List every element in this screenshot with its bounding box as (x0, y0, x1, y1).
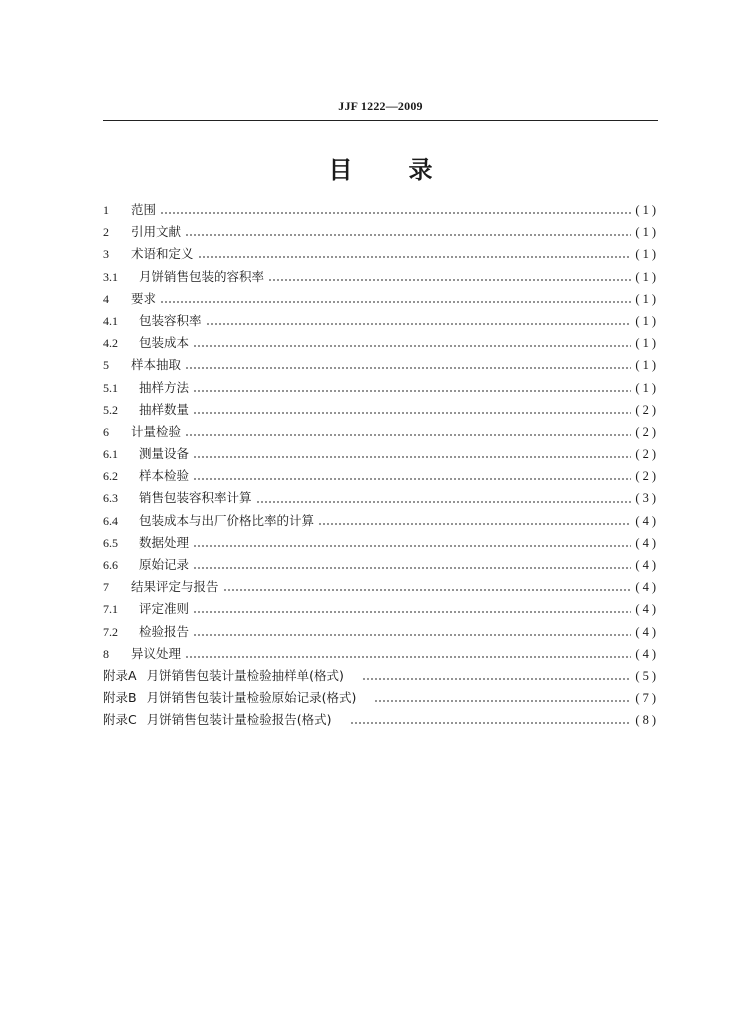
toc-appendix-entry[interactable] (103, 688, 659, 710)
toc-entry-number: 7 (103, 580, 109, 595)
toc-entry[interactable] (103, 244, 659, 266)
toc-entry-title: 样本检验 (139, 468, 190, 484)
toc-entry-page: (2) (635, 424, 659, 439)
toc-dot-leader (223, 588, 632, 592)
toc-dot-leader (318, 522, 631, 526)
toc-entry-number: 2 (103, 225, 109, 240)
toc-entry-page: (1) (635, 336, 659, 351)
toc-entry-title: 测量设备 (139, 446, 190, 462)
toc-title-char-1: 目 (328, 156, 353, 184)
toc-entry-page: (4) (635, 646, 659, 661)
toc-entry-number: 6.1 (103, 447, 118, 462)
toc-entry-page: (1) (635, 358, 659, 373)
toc-entry-number: 6.2 (103, 469, 118, 484)
toc-entry[interactable] (103, 599, 659, 621)
toc-entry-title: 引用文献 (131, 224, 182, 240)
toc-appendix-entry[interactable] (103, 710, 659, 732)
toc-entry-title: 样本抽取 (131, 357, 182, 373)
toc-entry-title: 范围 (131, 202, 157, 217)
toc-title (103, 150, 658, 185)
toc-entry-title: 包装容积率 (139, 312, 202, 328)
toc-entry-page: (3) (635, 491, 659, 506)
toc-entry-title: 包装成本 (139, 335, 190, 351)
toc-entry[interactable] (103, 444, 659, 466)
toc-dot-leader (350, 721, 632, 725)
toc-dot-leader (193, 389, 631, 393)
toc-entry-title: 异议处理 (131, 645, 182, 661)
toc-entry-page: (4) (635, 558, 659, 572)
toc-entry[interactable] (103, 400, 659, 422)
toc-entry-title: 月饼销售包装的容积率 (139, 268, 265, 284)
toc-entry-number: 6 (103, 424, 109, 439)
toc-appendix-label: 附录C (103, 712, 137, 728)
toc-entry-page: (4) (635, 624, 659, 639)
toc-entry-number: 4.1 (103, 313, 118, 328)
toc-entry-page: (1) (635, 247, 659, 262)
toc-entry[interactable] (103, 311, 659, 333)
toc-entry-title: 结果评定与报告 (131, 579, 219, 595)
toc-dot-leader (362, 677, 632, 681)
toc-entry-title: 数据处理 (139, 534, 190, 550)
toc-entry-page: (4) (635, 513, 659, 528)
toc-entry[interactable] (103, 422, 659, 444)
toc-entry-number: 5 (103, 358, 109, 373)
toc-dot-leader (268, 278, 631, 282)
toc-dot-leader (193, 455, 631, 459)
toc-entry[interactable] (103, 289, 659, 311)
toc-dot-leader (185, 655, 631, 659)
toc-appendix-label: 附录A (103, 667, 137, 683)
toc-entry-number: 5.2 (103, 402, 118, 417)
toc-entry-page: (7) (635, 691, 659, 706)
toc-entry-page: (1) (635, 313, 659, 328)
toc-entry[interactable] (103, 622, 659, 644)
toc-entry-title: 检验报告 (139, 623, 190, 639)
toc-appendix-entry[interactable] (103, 666, 659, 688)
toc-entry-title: 包装成本与出厂价格比率的计算 (139, 512, 315, 528)
toc-entry-page: (5) (635, 668, 659, 683)
toc-entry[interactable] (103, 267, 659, 289)
toc-dot-leader (160, 211, 631, 215)
toc-entry-number: 6.5 (103, 535, 118, 550)
toc-entry-title: 要求 (131, 290, 157, 306)
toc-entry[interactable] (103, 466, 659, 488)
toc-dot-leader (185, 433, 631, 437)
table-of-contents (103, 200, 659, 733)
toc-entry-page: (4) (635, 580, 659, 595)
toc-entry[interactable] (103, 533, 659, 555)
toc-entry-page: (2) (635, 469, 659, 484)
toc-entry[interactable] (103, 577, 659, 599)
toc-dot-leader (193, 566, 631, 570)
toc-dot-leader (193, 544, 631, 548)
toc-entry-page: (1) (635, 203, 659, 217)
toc-entry-number: 6.6 (103, 558, 118, 572)
toc-entry[interactable] (103, 200, 659, 222)
toc-entry-number: 3.1 (103, 269, 118, 284)
toc-entry[interactable] (103, 333, 659, 355)
toc-entry-number: 7.1 (103, 602, 118, 617)
toc-dot-leader (206, 322, 632, 326)
toc-entry-title: 抽样数量 (139, 401, 190, 417)
toc-dot-leader (198, 255, 632, 259)
toc-entry-number: 7.2 (103, 624, 118, 639)
toc-entry-page: (2) (635, 447, 659, 462)
toc-entry-page: (1) (635, 269, 659, 284)
toc-entry-title: 计量检验 (131, 423, 182, 439)
toc-entry-number: 5.1 (103, 380, 118, 395)
toc-entry-page: (2) (635, 402, 659, 417)
toc-entry[interactable] (103, 511, 659, 533)
toc-entry[interactable] (103, 355, 659, 377)
toc-entry-number: 4.2 (103, 336, 118, 351)
toc-dot-leader (193, 344, 631, 348)
toc-dot-leader (193, 477, 631, 481)
toc-entry-number: 6.3 (103, 491, 118, 506)
toc-dot-leader (193, 633, 631, 637)
toc-entry-title: 销售包装容积率计算 (139, 490, 252, 506)
toc-entry[interactable] (103, 555, 659, 577)
toc-entry-title: 月饼销售包装计量检验报告(格式) (146, 712, 332, 728)
toc-entry-page: (4) (635, 535, 659, 550)
toc-entry-number: 8 (103, 646, 109, 661)
toc-entry-title: 术语和定义 (131, 246, 194, 262)
header-rule (103, 120, 658, 121)
document-code: JJF 1222—2009 (338, 99, 423, 113)
toc-entry-title: 抽样方法 (139, 379, 190, 395)
toc-dot-leader (160, 300, 631, 304)
toc-entry-page: (1) (635, 291, 659, 306)
toc-dot-leader (374, 699, 631, 703)
toc-dot-leader (193, 411, 631, 415)
toc-appendix-label: 附录B (103, 690, 137, 706)
toc-entry-number: 3 (103, 247, 109, 262)
toc-dot-leader (193, 610, 631, 614)
toc-entry-title: 月饼销售包装计量检验抽样单(格式) (146, 667, 344, 683)
toc-entry-number: 4 (103, 291, 109, 306)
toc-entry-page: (1) (635, 225, 659, 240)
toc-entry-page: (8) (635, 713, 659, 728)
toc-entry-title: 原始记录 (139, 557, 190, 572)
toc-entry-number: 1 (103, 203, 109, 217)
toc-entry-page: (4) (635, 602, 659, 617)
toc-entry[interactable] (103, 378, 659, 400)
toc-entry[interactable] (103, 644, 659, 666)
toc-dot-leader (256, 500, 632, 504)
toc-dot-leader (185, 233, 631, 237)
toc-entry[interactable] (103, 222, 659, 244)
toc-dot-leader (185, 366, 631, 370)
toc-entry-page: (1) (635, 380, 659, 395)
toc-entry-title: 月饼销售包装计量检验原始记录(格式) (146, 690, 357, 706)
toc-entry[interactable] (103, 488, 659, 510)
toc-title-char-2: 录 (408, 156, 433, 184)
toc-entry-title: 评定准则 (139, 601, 190, 617)
toc-entry-number: 6.4 (103, 513, 118, 528)
